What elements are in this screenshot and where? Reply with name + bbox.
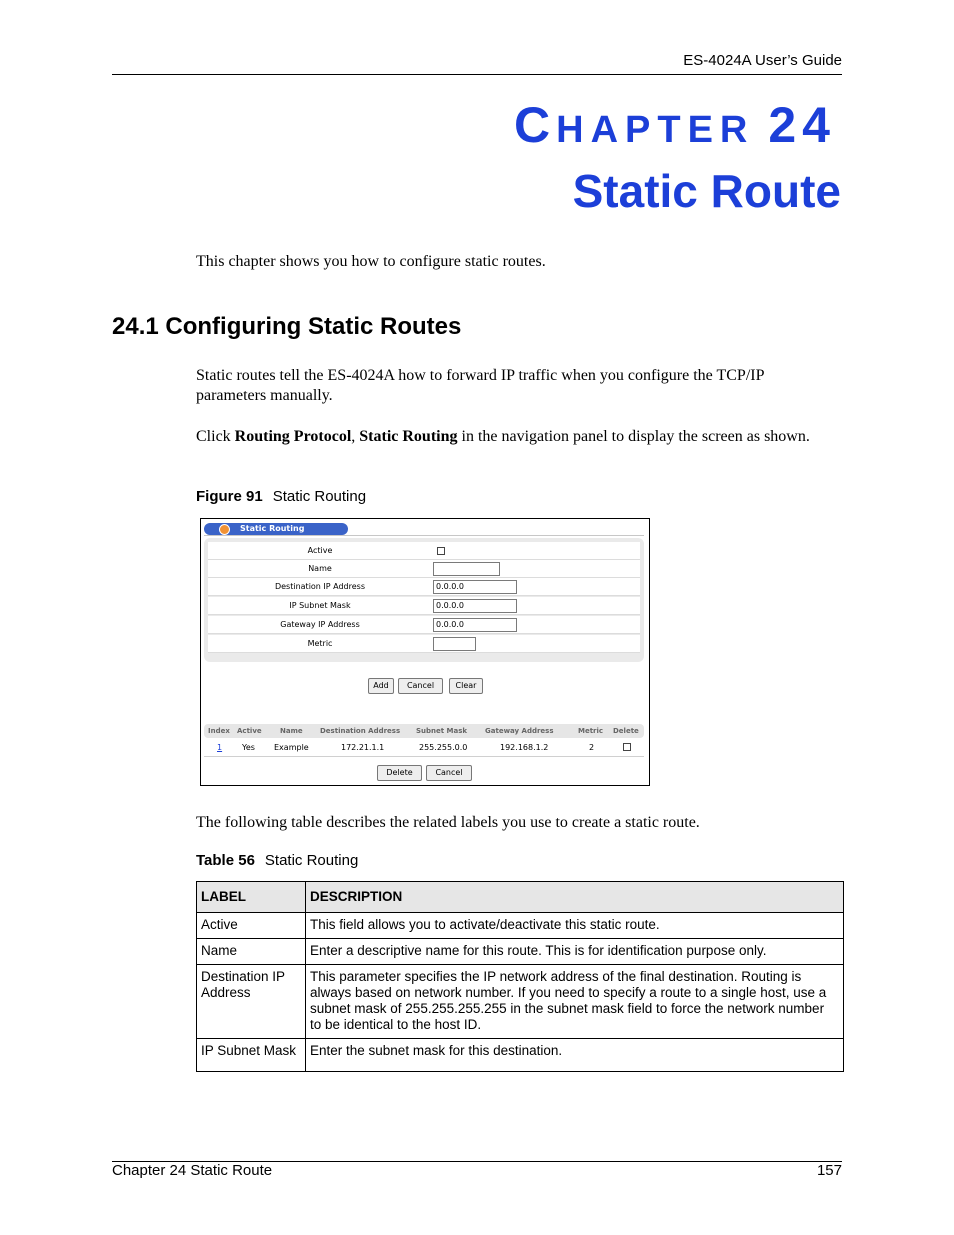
col-gateway: Gateway Address xyxy=(485,727,554,735)
menu-name-routing-protocol: Routing Protocol xyxy=(234,428,352,445)
subnet-mask-input[interactable]: 0.0.0.0 xyxy=(433,599,517,613)
page-number: 157 xyxy=(816,1162,842,1179)
route-index-link[interactable]: 1 xyxy=(217,743,223,752)
table-title: Static Routing xyxy=(264,852,359,869)
col-name: Name xyxy=(280,727,303,735)
active-label: Active xyxy=(307,546,333,555)
gateway-ip-label: Gateway IP Address xyxy=(280,620,360,629)
table-header-row xyxy=(197,882,844,913)
row-label: Active xyxy=(197,913,306,939)
destination-ip-input[interactable]: 0.0.0.0 xyxy=(433,580,517,594)
menu-name-static-routing: Static Routing xyxy=(359,428,458,445)
table-caption xyxy=(196,852,358,869)
chapter-first-letter: C xyxy=(514,97,557,153)
body-paragraph: The following table describes the related labels you use to create a static route. xyxy=(196,814,700,831)
route-active: Yes xyxy=(242,743,255,752)
orange-circle-icon xyxy=(219,524,230,535)
chapter-title: Static Route xyxy=(572,165,841,217)
row-label: Destination IP Address xyxy=(197,965,306,1039)
active-checkbox[interactable] xyxy=(437,547,445,555)
col-index: Index xyxy=(208,727,230,735)
name-label: Name xyxy=(308,564,332,573)
delete-button[interactable]: Delete xyxy=(377,765,422,781)
figure-number: Figure 91 xyxy=(196,488,263,505)
footer-chapter: Chapter 24 Static Route xyxy=(112,1162,273,1179)
col-metric: Metric xyxy=(578,727,604,735)
table-row xyxy=(197,913,844,939)
route-subnet: 255.255.0.0 xyxy=(419,743,468,752)
form-row-gateway xyxy=(208,616,640,634)
name-input[interactable] xyxy=(433,562,500,576)
chapter-number: 24 xyxy=(768,97,836,153)
intro-paragraph: This chapter shows you how to configure static routes. xyxy=(196,253,546,270)
add-button[interactable]: Add xyxy=(368,678,394,694)
table-number: Table 56 xyxy=(196,852,255,869)
static-routing-screenshot xyxy=(200,518,650,786)
header-label: LABEL xyxy=(197,882,306,913)
chapter-label xyxy=(514,97,836,153)
para-text: , xyxy=(351,428,360,445)
row-description: This parameter specifies the IP network address of the final destination. Routing is always based on network number. If you need to specify a route to a single host, use a subnet mask of 255.255.255.255 in the subnet mask field to force the network number to be identical to the host ID. xyxy=(306,965,844,1039)
clear-button[interactable]: Clear xyxy=(449,678,483,694)
header-rule xyxy=(112,74,842,75)
gateway-ip-input[interactable]: 0.0.0.0 xyxy=(433,618,517,632)
header-description: DESCRIPTION xyxy=(306,882,844,913)
delete-checkbox[interactable] xyxy=(623,743,631,751)
destination-ip-label: Destination IP Address xyxy=(274,582,366,591)
route-form xyxy=(204,538,644,662)
chapter-word: HAPTER xyxy=(556,109,755,151)
figure-title: Static Routing xyxy=(272,488,367,505)
section-heading: 24.1 Configuring Static Routes xyxy=(112,313,462,340)
figure-caption xyxy=(196,488,366,505)
route-metric: 2 xyxy=(589,743,595,752)
para-text: in the navigation panel to display the screen as shown. xyxy=(457,428,810,445)
metric-label: Metric xyxy=(307,639,333,648)
form-row-metric xyxy=(208,635,640,653)
body-paragraph: Static routes tell the ES-4024A how to forward IP traffic when you configure the TCP/IP parameters manually. xyxy=(196,367,764,404)
col-subnet: Subnet Mask xyxy=(416,727,468,735)
screen-title: Static Routing xyxy=(240,524,305,533)
route-gateway: 192.168.1.2 xyxy=(500,743,549,752)
cancel-button[interactable]: Cancel xyxy=(398,678,443,694)
subnet-mask-label: IP Subnet Mask xyxy=(289,601,351,610)
form-row-name xyxy=(208,560,640,578)
row-divider xyxy=(204,756,644,757)
route-name: Example xyxy=(274,743,309,752)
row-label: IP Subnet Mask xyxy=(197,1039,306,1072)
running-header: ES-4024A User’s Guide xyxy=(683,52,842,69)
para-text: Click xyxy=(196,428,235,445)
title-divider xyxy=(204,535,644,536)
cancel-delete-button[interactable]: Cancel xyxy=(426,765,472,781)
row-label: Name xyxy=(197,939,306,965)
row-description: Enter the subnet mask for this destination. xyxy=(306,1039,844,1072)
table-row xyxy=(204,739,644,755)
screen-title-bar xyxy=(204,523,348,535)
route-destination: 172.21.1.1 xyxy=(341,743,385,752)
col-active: Active xyxy=(237,727,262,735)
table-row xyxy=(197,939,844,965)
form-row-subnet xyxy=(208,597,640,615)
instruction-paragraph xyxy=(196,427,836,447)
form-row-active xyxy=(208,542,640,560)
col-destination: Destination Address xyxy=(320,727,401,735)
route-table-header xyxy=(204,724,644,738)
row-description: Enter a descriptive name for this route. This is for identification purpose only. xyxy=(306,939,844,965)
label-description-table xyxy=(196,881,844,1072)
table-row xyxy=(197,1039,844,1072)
metric-input[interactable] xyxy=(433,637,476,651)
table-row xyxy=(197,965,844,1039)
col-delete: Delete xyxy=(613,727,639,735)
row-description: This field allows you to activate/deactivate this static route. xyxy=(306,913,844,939)
form-row-destination xyxy=(208,578,640,596)
